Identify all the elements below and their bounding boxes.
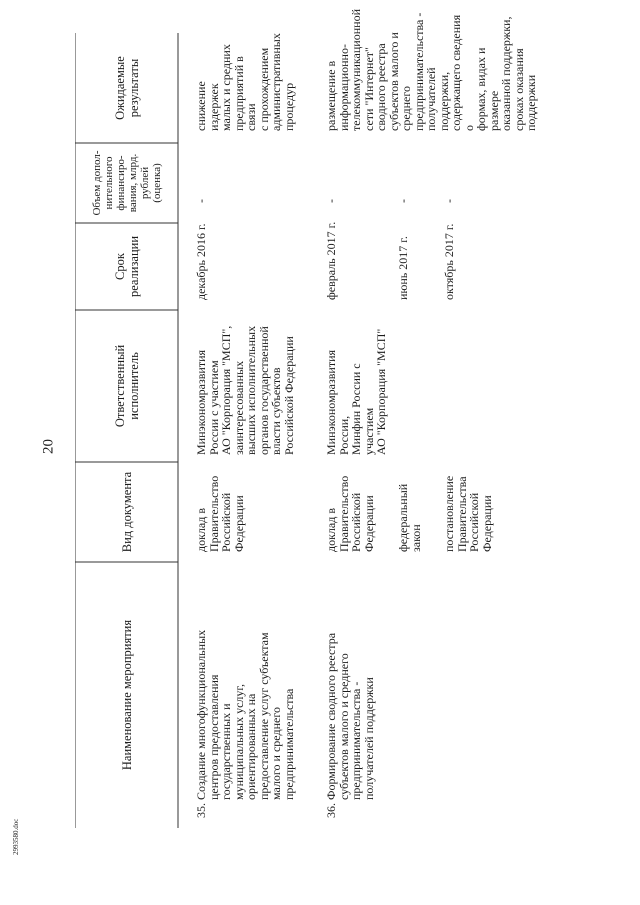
row-36-name: Формирование сводного реестра субъектов малого и среднего предпринимательства - получателей поддержки <box>324 632 376 800</box>
row-36-doc-type-1: доклад в Правительство Российской Федерации <box>324 475 376 552</box>
row-36-results: размещение в информационно- телекоммуникационной сети "Интернет" сводного реестра субъектов малого и среднего предпринимательства - получателей поддержки, содержащего сведения о формах, видах и размере оказанной поддержки, сроках оказания поддержки <box>324 9 538 131</box>
row-35-volume: - <box>194 199 208 203</box>
row-35-name: Создание многофункциональных центров предоставления государственных и муниципальных услуг, ориентированных на предоставление услуг субъектам малого и среднего предпринимательства <box>194 629 296 800</box>
row-35-doc-type: доклад в Правительство Российской Федерации <box>194 475 246 552</box>
row-35-results: снижение издержек малых и средних предприятий в связи с прохождением административных процедур <box>194 33 296 131</box>
header-term: Срок реализации <box>112 235 141 298</box>
header-doc-type: Вид документа <box>119 471 134 553</box>
row-36-doc-type-2: федеральный закон <box>396 483 423 552</box>
row-35-term: декабрь 2016 г. <box>194 223 208 300</box>
row-36-executor: Минэкономразвития России, Минфин России с участием АО "Корпорация "МСП" <box>324 328 388 455</box>
header-results: Ожидаемые результаты <box>112 56 141 120</box>
row-36-term-2: июнь 2017 г. <box>396 236 410 300</box>
row-36-volume-1: - <box>324 199 338 203</box>
page-number: 20 <box>40 439 57 454</box>
row-36-volume-2: - <box>396 199 410 203</box>
row-36-term-3: октябрь 2017 г. <box>442 223 456 300</box>
header-name: Наименование мероприятия <box>119 619 134 771</box>
row-35-executor: Минэкономразвития России с участием АО "Корпорация "МСП", заинтересованных высших исполнительных органов государственной власти субъектов Российской Федерации <box>194 325 296 455</box>
footer-document-code: 2993580.doc <box>12 818 20 855</box>
row-36-volume-3: - <box>442 199 456 203</box>
row-36-doc-type-3: постановление Правительства Российской Федерации <box>442 475 494 552</box>
row-35-number: 35. <box>194 803 208 818</box>
measures-table <box>75 9 538 828</box>
row-36-term-1: февраль 2017 г. <box>324 221 338 300</box>
header-volume: Объем допол-нительного финансиро-вания, млрд. рублей (оценка) <box>90 150 163 216</box>
header-executor: Ответственный исполнитель <box>112 344 141 428</box>
row-36-number: 36. <box>324 803 338 818</box>
